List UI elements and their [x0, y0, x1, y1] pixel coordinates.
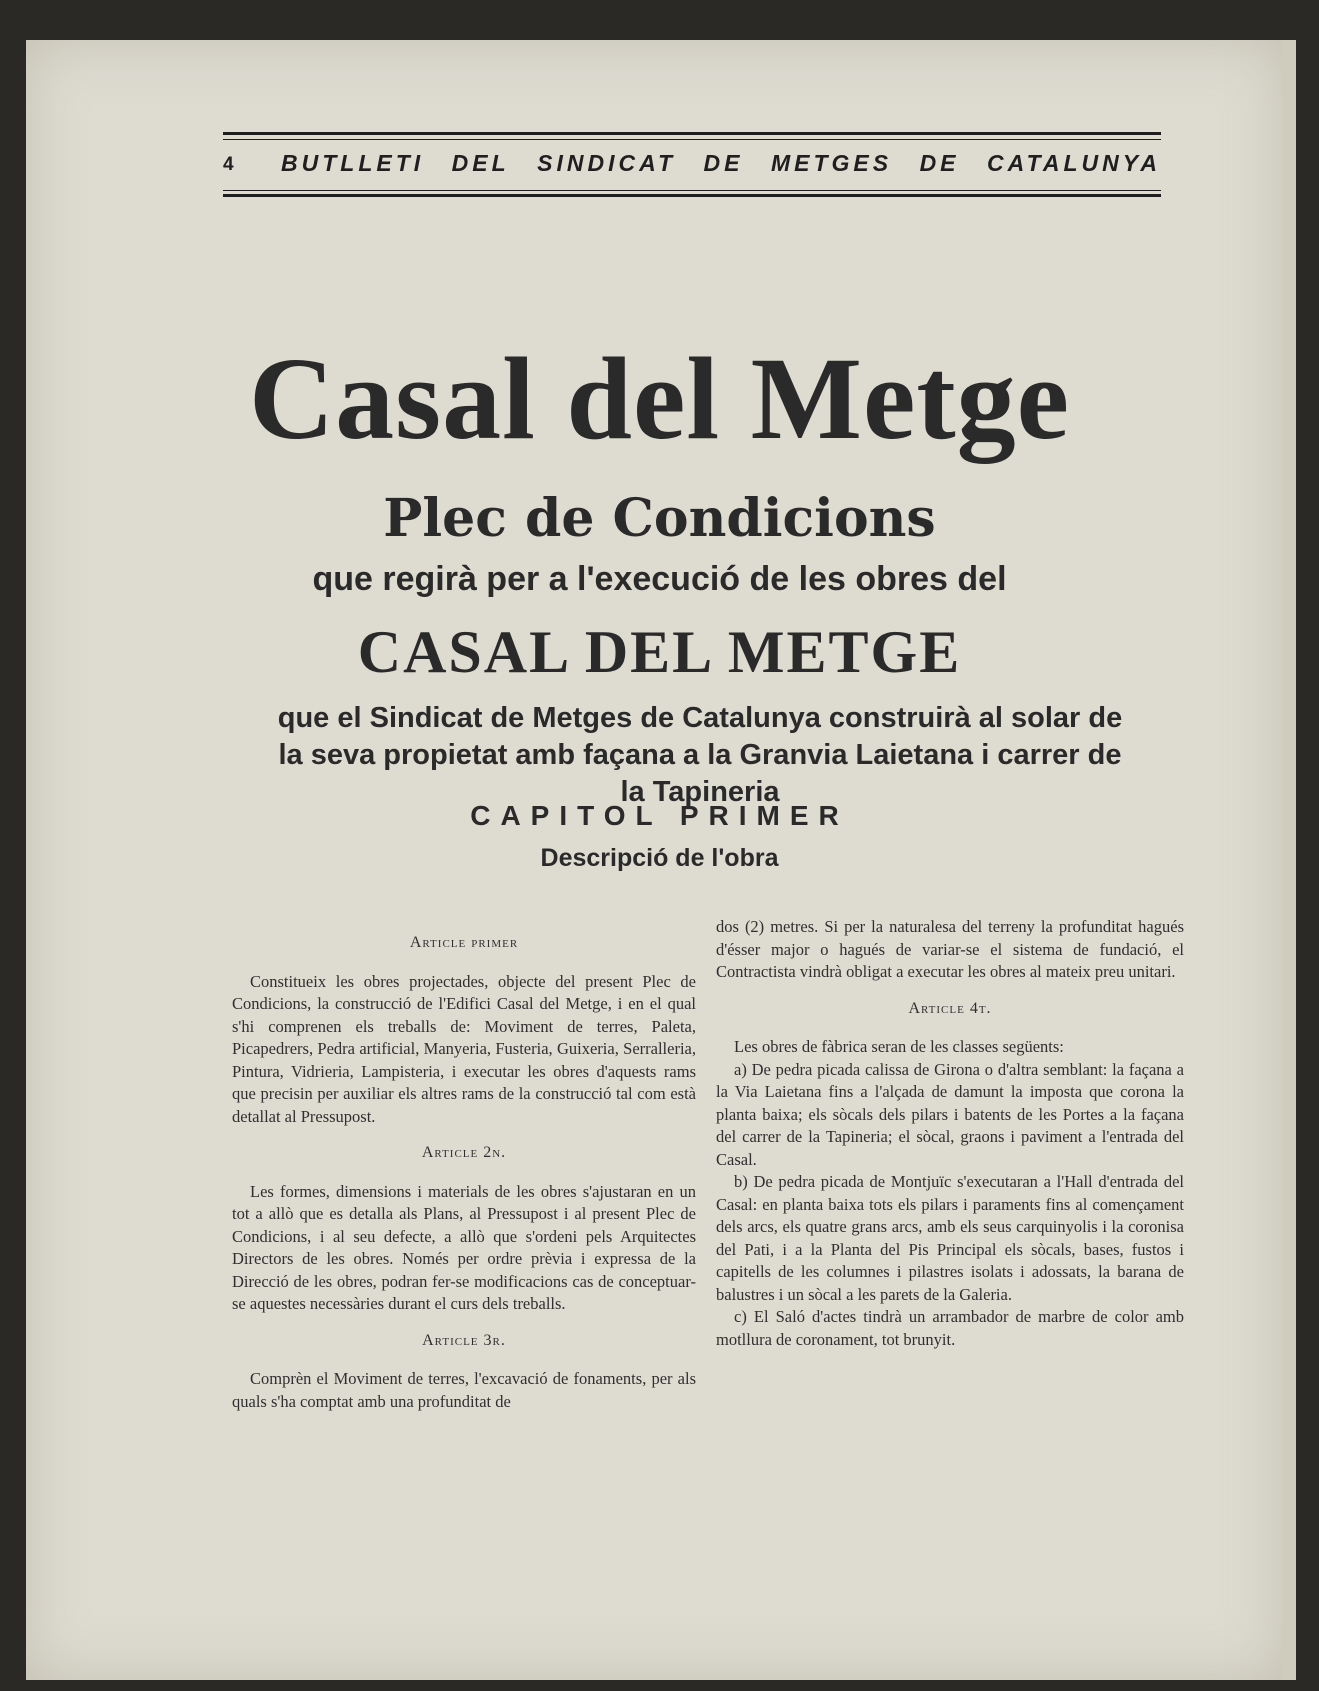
running-header — [223, 132, 1161, 204]
article-text: c) El Saló d'actes tindrà un arrambador de marbre de color amb motllura de coronament, tot brunyit. — [716, 1307, 1184, 1349]
subtitle: Plec de Condicions — [383, 488, 936, 549]
header-rule — [223, 194, 1161, 197]
running-title-word: SINDICAT — [537, 150, 677, 176]
running-title-word: DE — [703, 150, 744, 176]
running-title-word: CATALUNYA — [987, 150, 1161, 176]
article-text: Constitueix les obres projectades, objecte del present Plec de Condicions, la construcció de l'Edifici Casal del Metge, i en el qual s'hi comprenen els treballs de: Moviment de terres, Paleta, Picapedrers, Pedra artificial, Manyeria, Fusteria, Guixeria, Serralleria, Pintura, Vidrieria, Lampisteria, i executar les obres d'aquests rams que precisin per auxiliar els altres rams de la construcció tal com està detallat al Pressupost. — [232, 971, 696, 1126]
running-title-word: DEL — [451, 150, 510, 176]
running-title-word: METGES — [770, 150, 893, 176]
article-text: dos (2) metres. Si per la naturalesa del terreny la profunditat hagués d'ésser major o hagués de variar-se el sistema de fundació, el Contractista vindrà obligat a executar les obres al mateix preu unitari. — [716, 917, 1184, 981]
article-text: Comprèn el Moviment de terres, l'excavació de fonaments, per als quals s'ha comptat amb una profunditat de — [232, 1369, 696, 1411]
header-rule — [223, 190, 1161, 191]
article-text: a) De pedra picada calissa de Girona o d'altra semblant: la façana a la Via Laietana fins a l'alçada de damunt la imposta que corona la planta baixa; els sòcals dels pilars i batents de les Portes a la façana del carrer de la Tapineria; el sòcal, graons i paviment a l'entrada del Casal. — [716, 1059, 1184, 1169]
description: que el Sindicat de Metges de Catalunya construirà al solar de la seva propietat amb façana a la Granvia Laietana i carrer de la Tapineria — [277, 702, 1123, 809]
header-rule — [223, 139, 1161, 140]
article-text: Les formes, dimensions i materials de les obres s'ajustaran en un tot a allò que es detalla als Plans, al Pressupost i al present Plec de Condicions, i al seu defecte, a allò que s'ordeni pels Arquitectes Directors de les obres. Només per ordre prèvia i expressa de la Direcció de les obres, podran fer-se modificacions cas de conceptuar-se aquestes necessàries durant el curs dels treballs. — [232, 1181, 696, 1313]
header-rule — [223, 132, 1161, 135]
article-text: b) De pedra picada de Montjuïc s'executaran a l'Hall d'entrada del Casal: en planta baixa tots els pilars i paraments fins al començament dels arcs, els quatre grans arcs, amb els seus carquinyolis i la coronisa del Pati, i a la Planta del Pis Principal els sòcals, bases, fustos i capitells de les columnes i pilastres isolats i adossats, la barana de balustres i un sòcal a les parets de la Galeria. — [716, 1172, 1184, 1304]
page-number: 4 — [223, 154, 234, 175]
chapter-heading: CAPITOL PRIMER — [470, 800, 849, 831]
article-heading: Article 2n. — [421, 1144, 507, 1161]
running-title-word: DE — [919, 150, 960, 176]
chapter-subheading: Descripció de l'obra — [540, 844, 779, 872]
main-title: Casal del Metge — [248, 333, 1071, 464]
caps-title: CASAL DEL METGE — [357, 619, 962, 685]
article-text: Les obres de fàbrica seran de les classes següents: — [734, 1037, 1064, 1056]
left-column — [232, 918, 696, 1413]
running-title-word: BUTLLETI — [281, 150, 425, 176]
article-heading: Article primer — [409, 934, 519, 951]
running-title — [281, 150, 1161, 177]
intro-line: que regirà per a l'execució de les obres del — [312, 560, 1007, 598]
right-column — [716, 916, 1184, 1351]
article-heading: Article 4t. — [908, 999, 992, 1017]
article-heading: Article 3r. — [422, 1331, 506, 1349]
